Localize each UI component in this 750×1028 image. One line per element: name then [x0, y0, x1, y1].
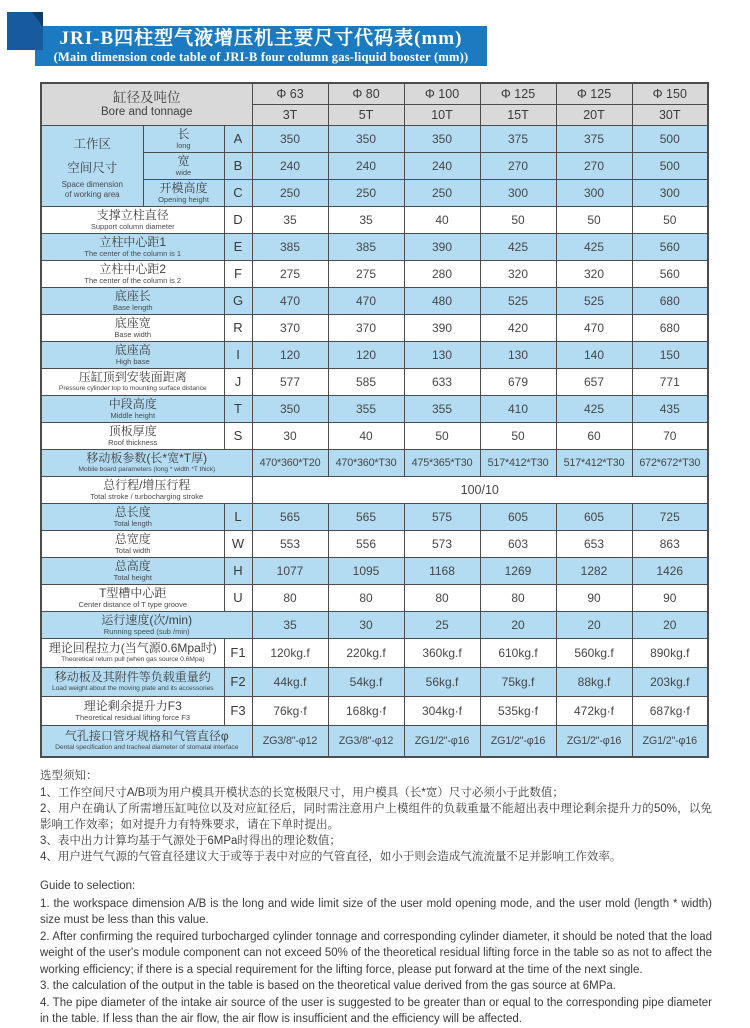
value-cell: 390 [404, 233, 480, 260]
value-cell: 275 [252, 260, 328, 287]
value-cell: 517*412*T30 [480, 449, 556, 476]
value-cell: 250 [328, 179, 404, 206]
value-cell: 304kg·f [404, 696, 480, 725]
code-cell: J [224, 368, 252, 395]
row-label-en: Total height [113, 572, 152, 582]
note-item: 4. The pipe diameter of the intake air source of the user is suggested to be greater than or equal to the corresponding pipe diameter in the table. If less than the air flow, the air flow is insufficient and the efficiency will be affected. [40, 996, 712, 1025]
row-label-en: High base [115, 356, 150, 366]
value-cell: 470*360*T30 [328, 449, 404, 476]
row-label-zh: T型槽中心距 [99, 585, 167, 600]
value-cell: 50 [404, 422, 480, 449]
sub-label-zh: 开模高度 [159, 180, 208, 195]
sub-label-en: Opening height [158, 194, 209, 204]
code-cell: W [224, 530, 252, 557]
value-cell: 375 [556, 125, 632, 152]
notes-zh-heading: 选型须知： [40, 770, 98, 782]
table-row [41, 530, 708, 557]
value-cell: 1269 [480, 557, 556, 584]
code-cell: H [224, 557, 252, 584]
value-cell: 560 [632, 260, 708, 287]
value-cell: 605 [480, 503, 556, 530]
group-label-en: Space dimension [61, 179, 123, 189]
row-label-en: Pressure cylinder top to mounting surface distance [58, 384, 207, 392]
value-cell: 435 [632, 395, 708, 422]
value-cell: 30 [252, 422, 328, 449]
sub-label-en: long [176, 140, 191, 150]
row-label-cell [41, 368, 224, 395]
value-cell: 168kg·f [328, 696, 404, 725]
value-cell: 300 [632, 179, 708, 206]
row-label-en: Total width [115, 545, 151, 555]
value-cell: 560kg.f [556, 638, 632, 667]
value-cell: 672*672*T30 [632, 449, 708, 476]
code-cell: T [224, 395, 252, 422]
row-label-en: Load weight about the moving plate and its accessories [51, 684, 214, 692]
merged-value-cell: 100/10 [252, 476, 708, 503]
value-cell: 679 [480, 368, 556, 395]
value-cell: 370 [252, 314, 328, 341]
code-cell: G [224, 287, 252, 314]
code-cell: F3 [224, 696, 252, 725]
row-label-cell [41, 260, 224, 287]
value-cell: 60 [556, 422, 632, 449]
column-tonnage-header: 20T [556, 104, 632, 125]
row-label-cell [41, 584, 224, 611]
table-row [41, 638, 708, 667]
value-cell: 350 [252, 125, 328, 152]
value-cell: 20 [632, 611, 708, 638]
note-item: 4、用户进气气源的气管直径建议大于或等于表中对应的气管直径，如小于则会造成气流流量不足并影响工作效率。 [40, 851, 622, 863]
value-cell: 300 [556, 179, 632, 206]
value-cell: 240 [252, 152, 328, 179]
value-cell: 1426 [632, 557, 708, 584]
code-cell: U [224, 584, 252, 611]
value-cell: 80 [404, 584, 480, 611]
value-cell: ZG3/8"-φ12 [328, 725, 404, 757]
row-label-en: Mobile board parameters (long * width *T thick) [78, 465, 216, 473]
value-cell: 573 [404, 530, 480, 557]
value-cell: ZG1/2"-φ16 [480, 725, 556, 757]
title-banner [0, 12, 750, 74]
column-diameter-header: Φ 80 [328, 83, 404, 104]
row-label-zh: 气孔接口管牙规格和气管直径φ [64, 728, 229, 743]
table-row [41, 611, 708, 638]
value-cell: 577 [252, 368, 328, 395]
row-label-cell [41, 395, 224, 422]
notes-en-items [40, 896, 712, 1028]
row-label-en: Theoretical return pull (when gas source 0.6Mpa) [61, 655, 205, 663]
row-label-zh: 底座长 [114, 288, 151, 303]
value-cell: 350 [252, 395, 328, 422]
value-cell: 80 [252, 584, 328, 611]
value-cell: 150 [632, 341, 708, 368]
group-label-zh: 工作区 [73, 136, 111, 151]
row-label-zh: 运行速度(次/min) [101, 612, 193, 627]
value-cell: 250 [252, 179, 328, 206]
value-cell: 35 [252, 206, 328, 233]
value-cell: 270 [556, 152, 632, 179]
value-cell: 517*412*T30 [556, 449, 632, 476]
value-cell: 80 [480, 584, 556, 611]
row-label-zh: 顶板厚度 [108, 423, 157, 438]
value-cell: 470 [328, 287, 404, 314]
notes-en-heading: Guide to selection: [40, 880, 136, 892]
sub-label-cell [143, 152, 224, 179]
value-cell: 56kg.f [404, 667, 480, 696]
code-cell: D [224, 206, 252, 233]
value-cell: 653 [556, 530, 632, 557]
value-cell: 50 [480, 206, 556, 233]
value-cell: 771 [632, 368, 708, 395]
row-label-cell [41, 696, 224, 725]
table-row [41, 125, 708, 152]
row-label-cell [41, 530, 224, 557]
value-cell: 80 [328, 584, 404, 611]
value-cell: 603 [480, 530, 556, 557]
value-cell: 270 [480, 152, 556, 179]
group-label-cell [41, 125, 143, 206]
code-cell: A [224, 125, 252, 152]
value-cell: 20 [556, 611, 632, 638]
value-cell: 70 [632, 422, 708, 449]
value-cell: 50 [480, 422, 556, 449]
row-label-zh: 总长度 [114, 504, 151, 519]
table-row [41, 696, 708, 725]
row-label-en: The center of the column is 1 [84, 248, 182, 258]
sub-label-en: wide [175, 167, 192, 177]
value-cell: 20 [480, 611, 556, 638]
row-label-en: Dental specification and tracheal diameter of stomatal interface [55, 743, 239, 751]
value-cell: 890kg.f [632, 638, 708, 667]
row-label-en: Total length [113, 518, 152, 528]
header-row-diameter [41, 83, 708, 104]
value-cell: 605 [556, 503, 632, 530]
value-cell: 472kg·f [556, 696, 632, 725]
value-cell: 355 [328, 395, 404, 422]
value-cell: 525 [556, 287, 632, 314]
row-label-cell [41, 611, 252, 638]
value-cell: 44kg.f [252, 667, 328, 696]
value-cell: 75kg.f [480, 667, 556, 696]
row-label-cell [41, 476, 252, 503]
row-label-zh: 理论回程拉力(当气源0.6Mpa时) [48, 640, 217, 655]
code-cell: F2 [224, 667, 252, 696]
value-cell: 425 [556, 233, 632, 260]
table-row [41, 287, 708, 314]
code-cell: E [224, 233, 252, 260]
code-cell: C [224, 179, 252, 206]
value-cell: 565 [328, 503, 404, 530]
table-row [41, 584, 708, 611]
row-label-cell [41, 557, 224, 584]
value-cell: 410 [480, 395, 556, 422]
value-cell: 54kg.f [328, 667, 404, 696]
table-row [41, 368, 708, 395]
row-label-en: Base length [112, 302, 153, 312]
value-cell: 350 [404, 125, 480, 152]
table-row [41, 422, 708, 449]
value-cell: 560 [632, 233, 708, 260]
notes-zh-items [40, 785, 712, 865]
value-cell: 320 [556, 260, 632, 287]
row-label-cell [41, 287, 224, 314]
value-cell: 470 [556, 314, 632, 341]
row-label-zh: 总行程/增压行程 [103, 477, 191, 492]
row-label-cell [41, 503, 224, 530]
value-cell: 420 [480, 314, 556, 341]
table-row [41, 341, 708, 368]
column-tonnage-header: 15T [480, 104, 556, 125]
note-item: 1. the workspace dimension A/B is the long and wide limit size of the user mold opening mode, and the user mold (length * width) size must be less than this value. [40, 897, 712, 926]
value-cell: 120 [328, 341, 404, 368]
value-cell: 30 [328, 611, 404, 638]
value-cell: 680 [632, 287, 708, 314]
table-row [41, 206, 708, 233]
row-label-en: Support column diameter [90, 221, 175, 231]
value-cell: 220kg.f [328, 638, 404, 667]
value-cell: 1077 [252, 557, 328, 584]
column-diameter-header: Φ 125 [480, 83, 556, 104]
page-title-en: (Main dimension code table of JRI-B four column gas-liquid booster (mm)) [53, 50, 469, 64]
sub-label-cell [143, 125, 224, 152]
row-label-cell [41, 725, 252, 757]
table-body [41, 125, 708, 757]
value-cell: 130 [404, 341, 480, 368]
value-cell: 240 [404, 152, 480, 179]
table-row [41, 476, 708, 503]
row-label-zh: 理论剩余提升力F3 [83, 698, 182, 713]
value-cell: 425 [556, 395, 632, 422]
value-cell: 535kg·f [480, 696, 556, 725]
column-tonnage-header: 30T [632, 104, 708, 125]
note-item: 1、工作空间尺寸A/B项为用户模具开模状态的长宽极限尺寸，用户模具（长*宽）尺寸必须小于此数值； [40, 787, 564, 799]
value-cell: ZG3/8"-φ12 [252, 725, 328, 757]
value-cell: 385 [328, 233, 404, 260]
value-cell: 88kg.f [556, 667, 632, 696]
banner-corner-decoration [7, 12, 43, 50]
value-cell: ZG1/2"-φ16 [632, 725, 708, 757]
row-label-cell [41, 233, 224, 260]
table-row [41, 314, 708, 341]
row-label-cell [41, 206, 224, 233]
value-cell: ZG1/2"-φ16 [556, 725, 632, 757]
notes-zh [40, 768, 712, 865]
value-cell: 863 [632, 530, 708, 557]
table-row [41, 725, 708, 757]
value-cell: 470 [252, 287, 328, 314]
value-cell: 250 [404, 179, 480, 206]
column-diameter-header: Φ 63 [252, 83, 328, 104]
note-item: 2. After confirming the required turbocharged cylinder tonnage and corresponding cylinder diameter, it should be noted that the load weight of the user's module component can not exceed 50% of the theoretical residual lifting force in the table so as not to affect the working efficiency; if there is a special requirement for the lifting force, please put forward at the time of the next single. [40, 930, 712, 976]
value-cell: 203kg.f [632, 667, 708, 696]
value-cell: 725 [632, 503, 708, 530]
value-cell: 120kg.f [252, 638, 328, 667]
table-row [41, 667, 708, 696]
value-cell: 120 [252, 341, 328, 368]
row-label-zh: 支撑立柱直径 [96, 207, 169, 222]
column-diameter-header: Φ 125 [556, 83, 632, 104]
value-cell: 90 [632, 584, 708, 611]
value-cell: 657 [556, 368, 632, 395]
value-cell: 553 [252, 530, 328, 557]
code-cell: L [224, 503, 252, 530]
value-cell: 320 [480, 260, 556, 287]
group-label-zh: 空间尺寸 [67, 160, 118, 175]
code-cell: R [224, 314, 252, 341]
notes-en [40, 878, 712, 1028]
group-label-en: of working area [64, 189, 120, 199]
code-cell: S [224, 422, 252, 449]
value-cell: 50 [632, 206, 708, 233]
value-cell: 140 [556, 341, 632, 368]
corner-en: Bore and tonnage [101, 105, 193, 118]
corner-zh: 缸径及吨位 [113, 89, 181, 105]
value-cell: 40 [404, 206, 480, 233]
table-row [41, 449, 708, 476]
row-label-en: Theoretical residual lifting force F3 [75, 712, 191, 722]
row-label-zh: 总宽度 [114, 531, 151, 546]
value-cell: 355 [404, 395, 480, 422]
code-cell: F [224, 260, 252, 287]
code-cell: F1 [224, 638, 252, 667]
table-row [41, 503, 708, 530]
dimension-table [40, 82, 709, 758]
value-cell: 1168 [404, 557, 480, 584]
value-cell: 575 [404, 503, 480, 530]
note-item: 2、用户在确认了所需增压缸吨位以及对应缸径后，同时需注意用户上模组件的负载重量不能超出表中理论剩余提升力的50%，以免影响工作效率；如对提升力有特殊要求，请在下单时提出。 [40, 803, 712, 831]
value-cell: 35 [328, 206, 404, 233]
value-cell: 370 [328, 314, 404, 341]
table-header [41, 83, 708, 125]
value-cell: 480 [404, 287, 480, 314]
row-label-zh: 总高度 [114, 558, 151, 573]
table-row [41, 260, 708, 287]
value-cell: 500 [632, 152, 708, 179]
value-cell: 130 [480, 341, 556, 368]
column-diameter-header: Φ 150 [632, 83, 708, 104]
value-cell: 500 [632, 125, 708, 152]
sub-label-cell [143, 179, 224, 206]
sub-label-zh: 长 [177, 126, 190, 141]
value-cell: 610kg.f [480, 638, 556, 667]
value-cell: ZG1/2"-φ16 [404, 725, 480, 757]
row-label-zh: 底座高 [114, 342, 151, 357]
row-label-zh: 移动板及其附件等负载重量约 [54, 669, 211, 684]
value-cell: 556 [328, 530, 404, 557]
value-cell: 680 [632, 314, 708, 341]
column-tonnage-header: 5T [328, 104, 404, 125]
row-label-en: The center of the column is 2 [84, 275, 182, 285]
value-cell: 76kg·f [252, 696, 328, 725]
row-label-zh: 立柱中心距2 [99, 261, 167, 276]
code-cell: B [224, 152, 252, 179]
row-label-zh: 立柱中心距1 [99, 234, 167, 249]
note-item: 3. the calculation of the output in the table is based on the theoretical value derived from the gas source at 6MPa. [40, 980, 616, 992]
banner-ribbon [35, 26, 487, 66]
column-tonnage-header: 3T [252, 104, 328, 125]
row-label-zh: 压缸顶到安装面距离 [78, 369, 187, 384]
table-row [41, 557, 708, 584]
row-label-cell [41, 314, 224, 341]
value-cell: 585 [328, 368, 404, 395]
row-label-cell [41, 422, 224, 449]
row-label-zh: 底座宽 [114, 315, 151, 330]
note-item: 3、表中出力计算均基于气源处于6MPa时得出的理论数值； [40, 835, 341, 847]
value-cell: 50 [556, 206, 632, 233]
value-cell: 525 [480, 287, 556, 314]
row-label-en: Middle height [110, 410, 156, 420]
value-cell: 35 [252, 611, 328, 638]
value-cell: 40 [328, 422, 404, 449]
row-label-en: Base width [114, 329, 152, 339]
value-cell: 687kg·f [632, 696, 708, 725]
value-cell: 1095 [328, 557, 404, 584]
value-cell: 565 [252, 503, 328, 530]
column-tonnage-header: 10T [404, 104, 480, 125]
value-cell: 300 [480, 179, 556, 206]
value-cell: 390 [404, 314, 480, 341]
value-cell: 375 [480, 125, 556, 152]
value-cell: 350 [328, 125, 404, 152]
value-cell: 425 [480, 233, 556, 260]
value-cell: 90 [556, 584, 632, 611]
row-label-cell [41, 449, 252, 476]
row-label-zh: 中段高度 [108, 396, 157, 411]
row-label-cell [41, 667, 224, 696]
row-label-en: Center distance of T type groove [78, 599, 188, 609]
value-cell: 1282 [556, 557, 632, 584]
value-cell: 633 [404, 368, 480, 395]
value-cell: 240 [328, 152, 404, 179]
value-cell: 280 [404, 260, 480, 287]
value-cell: 360kg.f [404, 638, 480, 667]
row-label-en: Total stroke / turbocharging stroke [90, 491, 204, 501]
page-title-zh: JRI-B四柱型气液增压机主要尺寸代码表(mm) [59, 28, 463, 49]
row-label-cell [41, 341, 224, 368]
table-row [41, 395, 708, 422]
value-cell: 275 [328, 260, 404, 287]
value-cell: 385 [252, 233, 328, 260]
value-cell: 25 [404, 611, 480, 638]
banner-fold-icon [32, 12, 43, 27]
row-label-en: Roof thickness [108, 437, 158, 447]
sub-label-zh: 宽 [177, 153, 190, 168]
table-row [41, 233, 708, 260]
code-cell: I [224, 341, 252, 368]
value-cell: 470*360*T20 [252, 449, 328, 476]
corner-header-cell [41, 83, 252, 125]
value-cell: 475*365*T30 [404, 449, 480, 476]
row-label-cell [41, 638, 224, 667]
column-diameter-header: Φ 100 [404, 83, 480, 104]
row-label-zh: 移动板参数(长*宽*T厚) [86, 450, 208, 465]
row-label-en: Running speed (sub /min) [103, 626, 190, 636]
